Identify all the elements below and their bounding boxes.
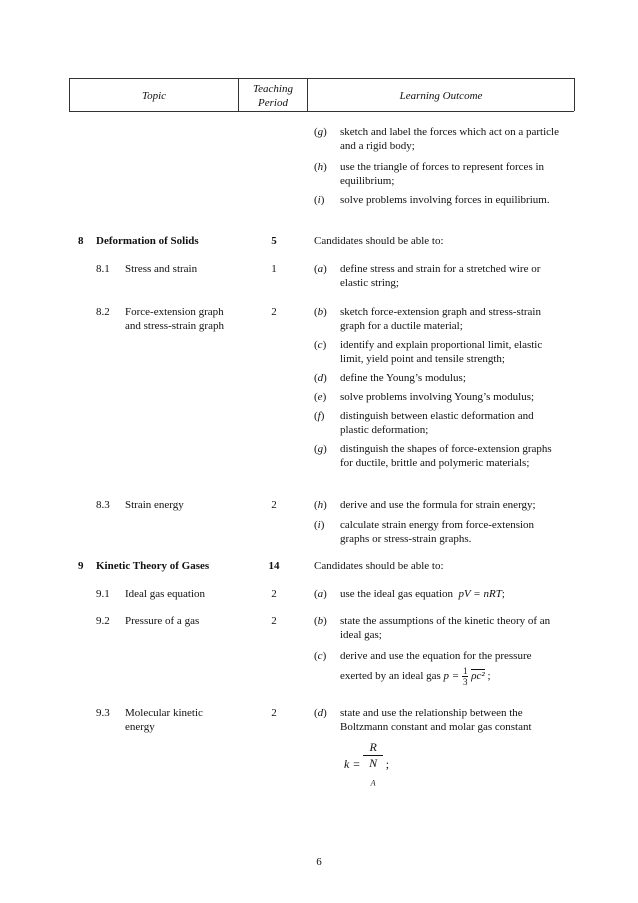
pressure-formula-rhs: ρc² [471, 670, 485, 683]
subtopic-period: 2 [271, 499, 277, 511]
outcome-text: derive and use the equation for the pressure [340, 650, 532, 662]
outcome-tail: ; [501, 588, 505, 600]
outcome-label: (c) [314, 650, 327, 662]
outcome-text: use the triangle of forces to represent forces in equilibrium; [340, 161, 545, 187]
fraction-denominator-main: N [369, 756, 378, 770]
outcome-text: distinguish between elastic deformation and plastic deformation; [340, 410, 534, 436]
subtopic-number: 8.2 [96, 306, 110, 318]
outcome-text: solve problems involving forces in equilibrium. [340, 194, 550, 206]
subtopic-number: 9.1 [96, 588, 110, 600]
outcome-text: derive and use the formula for strain energy; [340, 499, 536, 511]
topic-period: 5 [271, 235, 277, 247]
header-teaching-period-line2: Period [258, 97, 288, 109]
outcome-label: (i) [314, 519, 325, 531]
outcome-text-line2 [340, 666, 491, 687]
fraction-denominator [363, 756, 382, 790]
subtopic-title [125, 305, 224, 333]
outcome-text: define the Young’s modulus; [340, 372, 466, 384]
topic-period: 14 [268, 560, 280, 572]
topic-title: Kinetic Theory of Gases [96, 560, 210, 572]
subtopic-title: Ideal gas equation [125, 588, 206, 600]
outcome-text [340, 587, 505, 601]
topic-number: 9 [78, 560, 84, 572]
outcome-tail: ; [487, 670, 491, 683]
one-third-fraction [462, 666, 469, 687]
outcome-label: (b) [314, 615, 327, 627]
subtopic-title: Strain energy [125, 499, 184, 511]
outcome-text: solve problems involving Young’s modulus; [340, 391, 535, 403]
fraction-numerator: 1 [462, 666, 468, 676]
subtopic-period: 2 [271, 707, 277, 719]
outcome-label: (g) [314, 126, 327, 138]
outcome-text: state the assumptions of the kinetic theory of an ideal gas; [340, 615, 551, 641]
outcome-text-line2-main: exerted by an ideal gas [340, 670, 441, 683]
outcome-tail: ; [385, 756, 390, 771]
outcome-label: (a) [314, 263, 327, 275]
subtopic-title-line2: energy [125, 721, 155, 733]
subtopic-title: Stress and strain [125, 263, 198, 275]
boltzmann-formula [344, 740, 389, 790]
outcome-label: (c) [314, 339, 327, 351]
outcome-text-main: use the ideal gas equation [340, 588, 454, 600]
header-teaching-period-line1: Teaching [253, 83, 293, 95]
outcome-label: (h) [314, 161, 327, 173]
outcome-label: (a) [314, 588, 327, 600]
subtopic-title: Pressure of a gas [125, 615, 200, 627]
outcome-text: state and use the relationship between the Boltzmann constant and molar gas constant [340, 707, 532, 733]
subtopic-title-line2: and stress-strain graph [125, 320, 224, 332]
header-teaching-period [239, 82, 307, 110]
r-over-na-fraction [363, 740, 382, 790]
ideal-gas-formula: pV = nRT [458, 588, 502, 600]
outcome-text: define stress and strain for a stretched wire or elastic string; [340, 263, 541, 289]
outcome-label: (i) [314, 194, 325, 206]
fraction-numerator: R [363, 740, 382, 756]
subtopic-period: 2 [271, 615, 277, 627]
outcome-label: (b) [314, 306, 327, 318]
outcome-label: (d) [314, 372, 327, 384]
outcome-text: calculate strain energy from force-extension graphs or stress-strain graphs. [340, 519, 535, 545]
outcome-text: distinguish the shapes of force-extension graphs for ductile, brittle and polymeric materials; [340, 443, 552, 469]
topic-number: 8 [78, 235, 84, 247]
pressure-formula-lhs: p = [443, 670, 460, 683]
subtopic-number: 8.3 [96, 499, 110, 511]
table-header-bottom-border [69, 111, 574, 112]
topic-intro: Candidates should be able to: [314, 560, 444, 572]
outcome-label: (h) [314, 499, 327, 511]
outcome-label: (g) [314, 443, 327, 455]
outcome-text: sketch and label the forces which act on a particle and a rigid body; [340, 126, 559, 152]
subtopic-period: 2 [271, 588, 277, 600]
page-number: 6 [316, 856, 322, 868]
outcome-label: (e) [314, 391, 327, 403]
subtopic-title-line1: Force-extension graph [125, 306, 224, 318]
subtopic-number: 9.2 [96, 615, 110, 627]
table-top-border [69, 78, 574, 79]
subtopic-period: 1 [271, 263, 277, 275]
subtopic-title [125, 706, 203, 734]
table-right-border [574, 78, 575, 111]
subtopic-period: 2 [271, 306, 277, 318]
topic-title: Deformation of Solids [96, 235, 199, 247]
header-topic: Topic [141, 90, 167, 102]
outcome-label: (f) [314, 410, 325, 422]
fraction-denominator: 3 [462, 677, 468, 687]
outcome-text: identify and explain proportional limit, elastic limit, yield point and tensile strength; [340, 339, 543, 365]
outcome-text: sketch force-extension graph and stress-strain graph for a ductile material; [340, 306, 541, 332]
subtopic-number: 9.3 [96, 707, 110, 719]
outcome-label: (d) [314, 707, 327, 719]
subtopic-title-line1: Molecular kinetic [125, 707, 203, 719]
fraction-denominator-subscript: A [370, 778, 376, 788]
topic-intro: Candidates should be able to: [314, 235, 444, 247]
subtopic-number: 8.1 [96, 263, 110, 275]
header-learning-outcome: Learning Outcome [399, 90, 483, 102]
boltzmann-formula-lhs: k = [344, 756, 361, 771]
